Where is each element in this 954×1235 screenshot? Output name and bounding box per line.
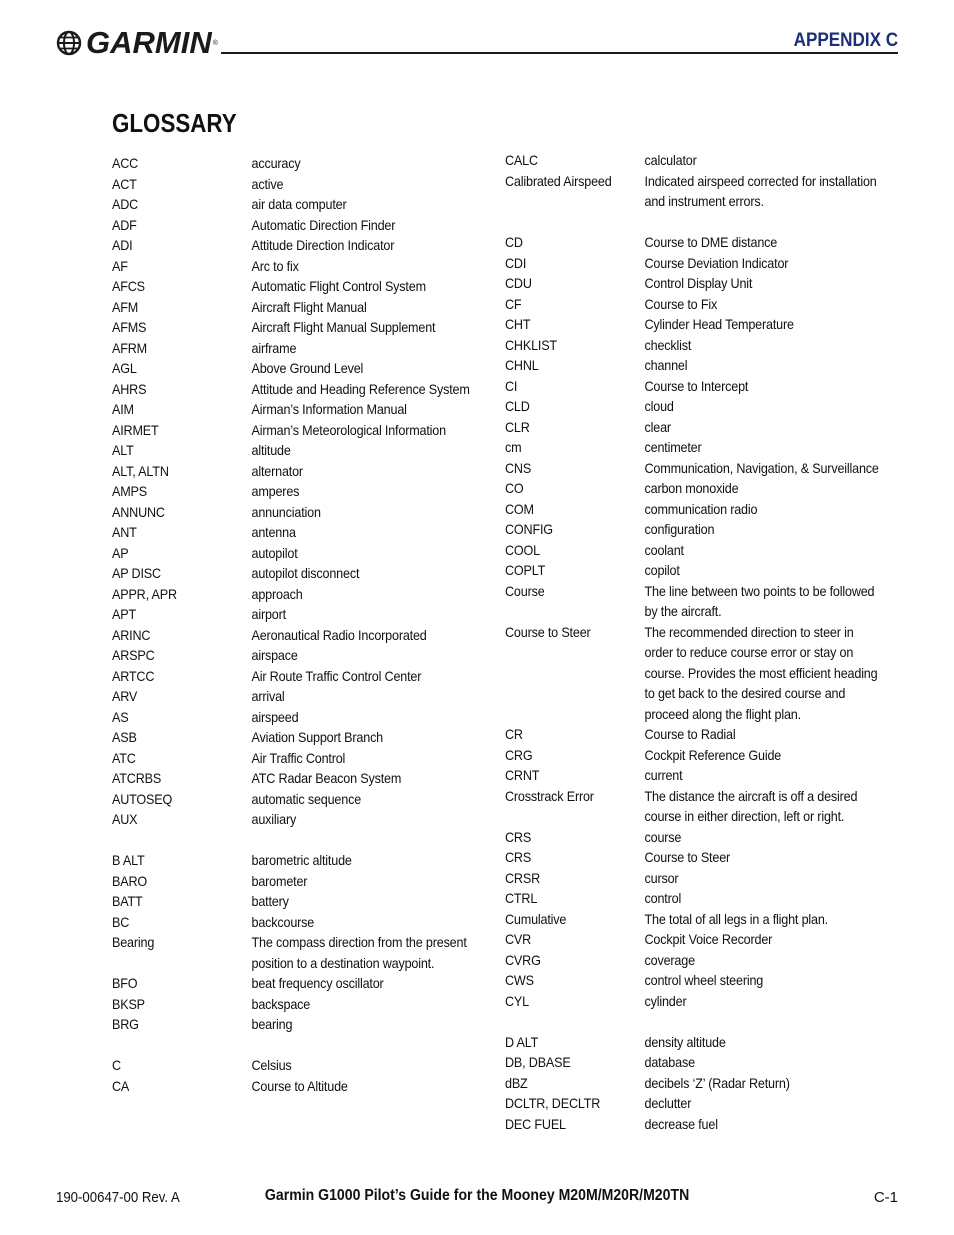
glossary-term: CRS	[505, 849, 532, 865]
glossary-term: Bearing	[112, 934, 155, 950]
document-title-text: Garmin G1000 Pilot’s Guide for the Mooney M20M/M20R/M20TN	[264, 1187, 690, 1204]
glossary-definition: Course to DME distance	[644, 234, 778, 250]
page-header	[56, 25, 898, 60]
glossary-entry	[112, 276, 481, 297]
glossary-definition: Cylinder Head Temperature	[644, 316, 794, 332]
glossary-term: CF	[505, 295, 522, 312]
document-title	[56, 1187, 898, 1205]
glossary-definition: air data computer	[251, 196, 347, 212]
glossary-entry	[112, 461, 481, 482]
glossary-term: CHKLIST	[505, 336, 557, 353]
glossary-term: AFCS	[112, 278, 145, 294]
glossary-definition: arrival	[251, 688, 285, 704]
glossary-entry	[112, 932, 481, 973]
glossary-entry	[505, 929, 883, 950]
section-label: APPENDIX C	[793, 30, 898, 51]
glossary-entry	[112, 543, 481, 564]
glossary-term: AFM	[112, 298, 139, 315]
glossary-term: CHT	[505, 316, 531, 332]
glossary-definition: checklist	[644, 336, 692, 353]
glossary-term: CI	[505, 377, 518, 394]
glossary-definition: current	[644, 767, 683, 783]
glossary-term: DEC FUEL	[505, 1115, 566, 1132]
glossary-term: AIRMET	[112, 421, 159, 438]
glossary-term: ACT	[112, 175, 137, 192]
glossary-definition: backcourse	[251, 913, 315, 930]
glossary-entry	[112, 707, 481, 728]
glossary-entry	[505, 376, 883, 397]
garmin-logo	[56, 25, 218, 60]
glossary-entry	[505, 786, 883, 827]
glossary-entry	[112, 399, 481, 420]
glossary-definition: control	[644, 890, 682, 906]
glossary-term: ARV	[112, 688, 138, 704]
glossary-term: ALT, ALTN	[112, 462, 169, 479]
glossary-term: CDU	[505, 275, 532, 291]
glossary-term: cm	[505, 439, 522, 455]
glossary-right-column	[505, 150, 883, 1134]
page-footer	[56, 1187, 898, 1211]
glossary-term: ADI	[112, 237, 133, 253]
glossary-term: CRG	[505, 746, 533, 763]
glossary-definition: The recommended direction to steer in order to reduce course error or stay on course. Provides the most efficient heading to get back to the desired course and proceed along the flight plan.	[644, 623, 878, 722]
glossary-term: COOL	[505, 541, 541, 558]
glossary-term: AP DISC	[112, 565, 161, 581]
glossary-definition: Air Traffic Control	[251, 749, 346, 766]
glossary-term: CVR	[505, 931, 532, 947]
glossary-term: AHRS	[112, 380, 147, 397]
glossary-definition: centimeter	[644, 439, 702, 455]
glossary-entry	[112, 522, 481, 543]
glossary-definition: Course to Steer	[644, 849, 731, 865]
glossary-definition: Automatic Flight Control System	[251, 278, 426, 294]
glossary-term: CALC	[505, 152, 538, 168]
glossary-term: ANNUNC	[112, 503, 165, 520]
glossary-definition: cloud	[644, 398, 674, 414]
glossary-definition: Attitude Direction Indicator	[251, 237, 395, 253]
glossary-definition: auxiliary	[251, 811, 297, 827]
glossary-entry	[112, 153, 481, 174]
glossary-definition: Aviation Support Branch	[251, 729, 384, 745]
glossary-definition: channel	[644, 357, 688, 373]
glossary-entry	[505, 991, 883, 1012]
glossary-entry	[505, 150, 883, 171]
glossary-term: CLD	[505, 398, 530, 414]
glossary-term: CHNL	[505, 357, 539, 373]
glossary-term: CLR	[505, 418, 530, 435]
glossary-entry	[505, 560, 883, 581]
glossary-entry	[505, 253, 883, 274]
glossary-term: dBZ	[505, 1074, 528, 1091]
glossary-entry	[112, 789, 481, 810]
glossary-definition: Control Display Unit	[644, 275, 753, 291]
glossary-term: CTRL	[505, 890, 538, 906]
glossary-term: ARSPC	[112, 647, 155, 663]
glossary-definition: Arc to fix	[251, 257, 299, 274]
glossary-entry	[112, 1055, 481, 1076]
glossary-entry	[112, 317, 481, 338]
glossary-entry	[505, 1032, 883, 1053]
glossary-term: ADF	[112, 216, 137, 233]
glossary-term: Crosstrack Error	[505, 787, 594, 804]
glossary-definition: The total of all legs in a flight plan.	[644, 910, 829, 927]
glossary-definition: cursor	[644, 869, 679, 886]
glossary-entry	[112, 625, 481, 646]
glossary-term: AF	[112, 257, 128, 274]
logo-wordmark: GARMIN	[86, 25, 212, 60]
glossary-entry	[112, 727, 481, 748]
glossary-term: CR	[505, 726, 523, 742]
glossary-entry	[505, 458, 883, 479]
glossary-definition: Course to Intercept	[644, 377, 749, 394]
glossary-entry	[112, 748, 481, 769]
glossary-definition: copilot	[644, 562, 680, 578]
glossary-term: ARINC	[112, 626, 151, 643]
glossary-entry	[505, 232, 883, 253]
page-title: GLOSSARY	[112, 108, 237, 138]
glossary-definition: amperes	[251, 483, 300, 499]
glossary-entry	[112, 420, 481, 441]
glossary-term: APT	[112, 606, 136, 622]
glossary-definition: carbon monoxide	[644, 480, 739, 496]
glossary-term: BARO	[112, 872, 148, 889]
glossary-term: ANT	[112, 524, 137, 540]
glossary-definition: Above Ground Level	[251, 360, 364, 376]
glossary-entry	[112, 973, 481, 994]
glossary-definition: decibels ‘Z’ (Radar Return)	[644, 1074, 790, 1091]
glossary-entry	[112, 645, 481, 666]
glossary-entry	[505, 1052, 883, 1073]
glossary-entry	[112, 215, 481, 236]
glossary-definition: Airman’s Meteorological Information	[251, 421, 446, 438]
glossary-term: D ALT	[505, 1033, 539, 1050]
glossary-entry	[112, 235, 481, 256]
glossary-definition: calculator	[644, 152, 697, 168]
glossary-term: COM	[505, 500, 534, 517]
glossary-definition: Airman’s Information Manual	[251, 401, 407, 417]
glossary-entry	[112, 481, 481, 502]
glossary-definition: Indicated airspeed corrected for installation and instrument errors.	[644, 172, 877, 209]
glossary-definition: beat frequency oscillator	[251, 975, 384, 991]
glossary-entry	[112, 994, 481, 1015]
glossary-entry	[505, 335, 883, 356]
glossary-entry	[505, 294, 883, 315]
glossary-entry	[505, 745, 883, 766]
glossary-entry	[112, 358, 481, 379]
glossary-term: CA	[112, 1077, 130, 1094]
glossary-definition: The distance the aircraft is off a desired course in either direction, left or right.	[644, 787, 858, 824]
glossary-entry	[112, 194, 481, 215]
glossary-entry	[505, 847, 883, 868]
glossary-definition: Automatic Direction Finder	[251, 216, 396, 233]
glossary-definition: Air Route Traffic Control Center	[251, 667, 422, 684]
glossary-term: BRG	[112, 1016, 139, 1032]
glossary-entry	[505, 622, 883, 725]
glossary-entry	[505, 396, 883, 417]
glossary-term: ASB	[112, 729, 137, 745]
glossary-definition: airport	[251, 606, 286, 622]
glossary-entry	[112, 666, 481, 687]
glossary-definition: backspace	[251, 995, 311, 1012]
glossary-spacer	[112, 830, 481, 851]
glossary-definition: Aircraft Flight Manual Supplement	[251, 319, 436, 335]
glossary-left-column	[112, 153, 481, 1096]
glossary-entry	[112, 584, 481, 605]
glossary-term: CD	[505, 234, 523, 250]
glossary-entry	[505, 724, 883, 745]
glossary-definition: approach	[251, 585, 303, 602]
glossary-entry	[112, 686, 481, 707]
glossary-definition: annunciation	[251, 503, 321, 520]
glossary-definition: coverage	[644, 951, 695, 968]
glossary-definition: bearing	[251, 1016, 293, 1032]
glossary-definition: Aircraft Flight Manual	[251, 298, 367, 315]
glossary-term: ALT	[112, 442, 134, 458]
glossary-definition: altitude	[251, 442, 291, 458]
glossary-term: BATT	[112, 893, 143, 909]
glossary-definition: barometer	[251, 872, 308, 889]
glossary-entry	[505, 868, 883, 889]
glossary-term: COPLT	[505, 562, 546, 578]
glossary-definition: airspeed	[251, 708, 299, 725]
glossary-entry	[505, 909, 883, 930]
glossary-definition: Course to Fix	[644, 295, 718, 312]
glossary-entry	[112, 379, 481, 400]
glossary-entry	[112, 891, 481, 912]
glossary-entry	[505, 827, 883, 848]
glossary-definition: Cockpit Reference Guide	[644, 746, 782, 763]
glossary-definition: The line between two points to be followed by the aircraft.	[644, 582, 875, 619]
glossary-term: BKSP	[112, 995, 145, 1012]
glossary-entry	[112, 338, 481, 359]
glossary-term: CO	[505, 480, 524, 496]
glossary-term: CVRG	[505, 951, 541, 968]
glossary-definition: Course Deviation Indicator	[644, 254, 789, 271]
glossary-entry	[505, 1073, 883, 1094]
glossary-term: AFMS	[112, 319, 147, 335]
glossary-entry	[505, 417, 883, 438]
glossary-definition: communication radio	[644, 500, 758, 517]
glossary-definition: Celsius	[251, 1057, 292, 1073]
glossary-entry	[112, 297, 481, 318]
glossary-term: Cumulative	[505, 910, 567, 927]
glossary-entry	[112, 604, 481, 625]
glossary-definition: Cockpit Voice Recorder	[644, 931, 773, 947]
glossary-term: CONFIG	[505, 521, 553, 537]
glossary-entry	[505, 888, 883, 909]
glossary-definition: coolant	[644, 541, 684, 558]
glossary-term: APPR, APR	[112, 585, 177, 602]
glossary-entry	[505, 499, 883, 520]
glossary-entry	[505, 437, 883, 458]
glossary-term: ARTCC	[112, 667, 155, 684]
glossary-definition: course	[644, 828, 682, 845]
glossary-definition: The compass direction from the present position to a destination waypoint.	[251, 934, 467, 971]
glossary-definition: airframe	[251, 339, 297, 356]
glossary-term: AUTOSEQ	[112, 790, 173, 807]
glossary-term: AS	[112, 708, 129, 725]
glossary-term: BC	[112, 913, 130, 930]
glossary-entry	[505, 171, 883, 212]
glossary-entry	[112, 768, 481, 789]
glossary-definition: database	[644, 1054, 695, 1070]
glossary-term: CRSR	[505, 869, 540, 886]
glossary-definition: alternator	[251, 462, 303, 479]
glossary-definition: antenna	[251, 524, 296, 540]
glossary-entry	[112, 912, 481, 933]
glossary-entry	[505, 581, 883, 622]
glossary-entry	[505, 1093, 883, 1114]
glossary-entry	[505, 950, 883, 971]
glossary-definition: Course to Altitude	[251, 1077, 348, 1094]
glossary-term: AFRM	[112, 339, 147, 356]
glossary-definition: autopilot disconnect	[251, 565, 360, 581]
glossary-term: Calibrated Airspeed	[505, 172, 612, 189]
glossary-entry	[505, 314, 883, 335]
glossary-term: ATCRBS	[112, 770, 162, 786]
glossary-entry	[505, 1114, 883, 1135]
glossary-term: ADC	[112, 196, 139, 212]
glossary-term: CWS	[505, 972, 534, 988]
glossary-term: AIM	[112, 401, 134, 417]
globe-icon	[56, 30, 82, 56]
glossary-term: AP	[112, 544, 129, 561]
glossary-definition: Attitude and Heading Reference System	[251, 380, 470, 397]
glossary-term: Course	[505, 582, 545, 599]
glossary-definition: declutter	[644, 1095, 692, 1111]
glossary-definition: control wheel steering	[644, 972, 764, 988]
glossary-entry	[505, 355, 883, 376]
glossary-definition: ATC Radar Beacon System	[251, 770, 402, 786]
glossary-term: ATC	[112, 749, 136, 766]
glossary-entry	[505, 540, 883, 561]
glossary-term: AMPS	[112, 483, 148, 499]
document-number: 190-00647-00 Rev. A	[56, 1189, 180, 1206]
glossary-spacer	[505, 212, 883, 233]
glossary-term: CRS	[505, 828, 532, 845]
glossary-definition: clear	[644, 418, 671, 435]
glossary-term: DCLTR, DECLTR	[505, 1095, 601, 1111]
glossary-entry	[112, 502, 481, 523]
glossary-definition: Communication, Navigation, & Surveillance	[644, 459, 879, 476]
glossary-definition: barometric altitude	[251, 852, 352, 868]
glossary-entry	[505, 273, 883, 294]
glossary-definition: automatic sequence	[251, 790, 362, 807]
glossary-term: CNS	[505, 459, 532, 476]
glossary-entry	[112, 809, 481, 830]
glossary-term: DB, DBASE	[505, 1054, 571, 1070]
glossary-definition: active	[251, 175, 284, 192]
header-rule	[221, 52, 898, 54]
glossary-term: CDI	[505, 254, 527, 271]
glossary-entry	[505, 765, 883, 786]
glossary-entry	[112, 563, 481, 584]
glossary-term: AGL	[112, 360, 137, 376]
glossary-definition: accuracy	[251, 155, 301, 171]
glossary-definition: density altitude	[644, 1033, 726, 1050]
glossary-entry	[505, 519, 883, 540]
glossary-entry	[112, 174, 481, 195]
glossary-term: CYL	[505, 992, 529, 1009]
glossary-entry	[505, 970, 883, 991]
glossary-entry	[112, 1014, 481, 1035]
glossary-entry	[112, 871, 481, 892]
glossary-term: B ALT	[112, 852, 145, 868]
glossary-spacer	[505, 1011, 883, 1032]
glossary-term: Course to Steer	[505, 623, 591, 640]
glossary-definition: configuration	[644, 521, 715, 537]
glossary-entry	[112, 1076, 481, 1097]
glossary-entry	[112, 850, 481, 871]
glossary-term: BFO	[112, 975, 138, 991]
glossary-definition: cylinder	[644, 992, 687, 1009]
page-number: C-1	[873, 1189, 898, 1206]
glossary-entry	[112, 440, 481, 461]
glossary-definition: battery	[251, 893, 289, 909]
glossary-entry	[505, 478, 883, 499]
glossary-definition: decrease fuel	[644, 1115, 718, 1132]
glossary-entry	[112, 256, 481, 277]
glossary-definition: autopilot	[251, 544, 298, 561]
glossary-definition: airspace	[251, 647, 298, 663]
glossary-term: CRNT	[505, 767, 540, 783]
glossary-spacer	[112, 1035, 481, 1056]
glossary-definition: Course to Radial	[644, 726, 736, 742]
registered-mark: ®	[212, 39, 218, 47]
glossary-definition: Aeronautical Radio Incorporated	[251, 626, 427, 643]
glossary-term: AUX	[112, 811, 138, 827]
glossary-term: C	[112, 1057, 121, 1073]
glossary-term: ACC	[112, 155, 139, 171]
